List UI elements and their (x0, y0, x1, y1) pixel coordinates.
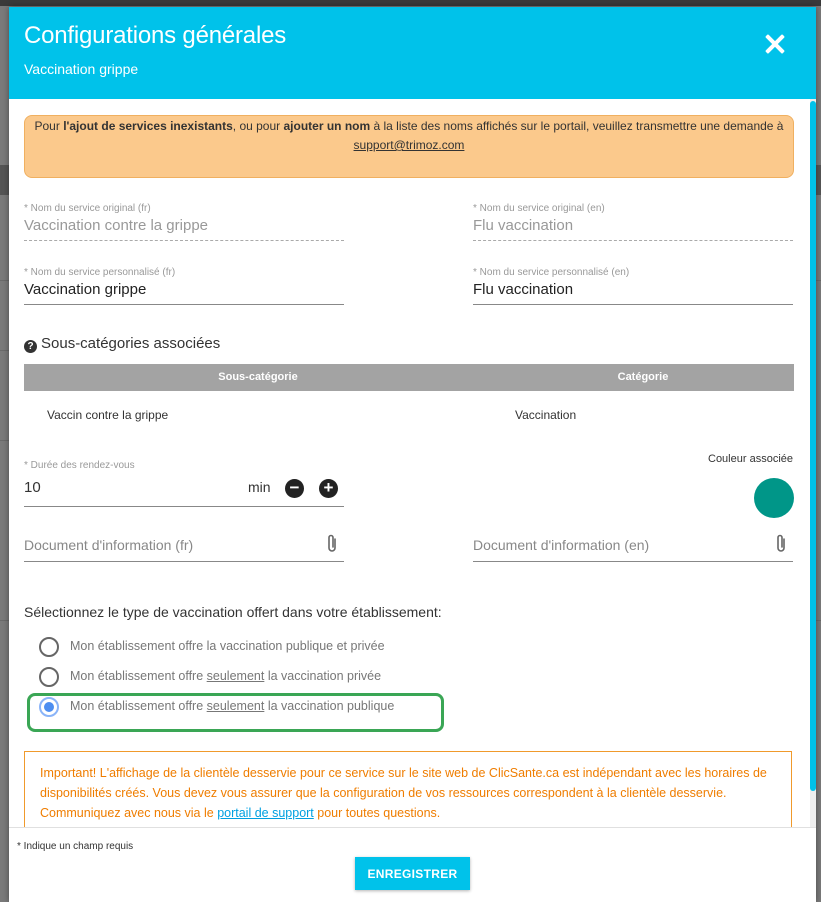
vaccination-type-title: Sélectionnez le type de vaccination offert dans votre établissement: (24, 604, 442, 620)
duration-unit: min (248, 479, 271, 495)
notice-text: à la liste des noms affichés sur le portail, veuillez transmettre une demande à (370, 119, 784, 133)
document-fr-field[interactable] (24, 531, 344, 562)
notice-bold-text: l'ajout de services inexistants (63, 119, 233, 133)
field-underline (473, 240, 793, 241)
duration-label: * Durée des rendez-vous (24, 460, 135, 471)
backdrop-divider (816, 620, 821, 621)
radio-button[interactable] (39, 637, 59, 657)
custom-name-en-field[interactable] (473, 267, 793, 305)
field-underline (24, 506, 344, 507)
notice-bold-text: ajouter un nom (283, 119, 371, 133)
custom-name-en-input[interactable]: Flu vaccination (473, 281, 574, 298)
support-portal-link[interactable]: portail de support (217, 806, 314, 820)
color-label: Couleur associée (708, 453, 793, 465)
document-en-placeholder: Document d'information (en) (473, 537, 650, 553)
important-warning (24, 751, 792, 827)
decrement-icon[interactable]: − (285, 479, 304, 498)
section-title-text: Sous-catégories associées (41, 335, 221, 352)
field-underline (24, 304, 344, 305)
increment-icon[interactable]: + (319, 479, 338, 498)
table-cell-subcategory: Vaccin contre la grippe (47, 408, 169, 422)
column-header-category: Catégorie (617, 371, 669, 383)
modal-scrollbar[interactable] (810, 99, 816, 827)
info-notice (24, 115, 794, 178)
modal-subtitle: Vaccination grippe (24, 61, 139, 77)
field-label: * Nom du service personnalisé (fr) (24, 267, 176, 278)
subcategories-table-header (24, 364, 794, 391)
notice-text: , ou pour (232, 119, 284, 133)
backdrop-divider (0, 350, 9, 351)
backdrop-divider (0, 440, 9, 441)
support-email-link[interactable]: support@trimoz.com (353, 138, 465, 152)
backdrop-divider (816, 280, 821, 281)
backdrop-strip-left (0, 165, 9, 195)
paperclip-icon[interactable] (772, 533, 790, 555)
custom-name-fr-input[interactable]: Vaccination grippe (24, 281, 147, 298)
paperclip-icon[interactable] (323, 533, 341, 555)
custom-name-fr-field[interactable] (24, 267, 344, 305)
modal-footer (9, 827, 816, 902)
field-value: Flu vaccination (473, 217, 574, 234)
field-underline (473, 304, 793, 305)
backdrop-divider (0, 620, 9, 621)
field-label: * Nom du service personnalisé (en) (473, 267, 630, 278)
subcategories-title (24, 335, 220, 353)
radio-label: Mon établissement offre la vaccination publique et privée (70, 639, 385, 653)
warning-text: pour toutes questions. (313, 806, 441, 820)
modal-title: Configurations générales (24, 22, 287, 49)
warning-text: Important! L'affichage de la clientèle desservie pour ce service sur le site web de ClicSante.ca est indépendant avec les horaires de disponibilités créés. Vous devez vous assurer que la configuration de vos ressources correspondent à la clientèle desservie. Communiquez avec nous via le (40, 766, 767, 820)
document-en-field[interactable] (473, 531, 793, 562)
field-label: * Nom du service original (en) (473, 203, 605, 214)
original-name-en-field (473, 203, 793, 241)
duration-field (24, 460, 344, 507)
radio-button[interactable] (39, 667, 59, 687)
field-underline (24, 240, 344, 241)
save-button[interactable]: ENREGISTRER (355, 857, 470, 890)
original-name-fr-field (24, 203, 344, 241)
modal-body (9, 99, 809, 827)
field-label: * Nom du service original (fr) (24, 203, 151, 214)
question-circle-icon[interactable]: ? (24, 340, 37, 353)
backdrop-divider (0, 280, 9, 281)
duration-input[interactable]: 10 (24, 479, 41, 496)
table-cell-category: Vaccination (515, 408, 577, 422)
modal-header (9, 7, 816, 99)
close-icon[interactable] (764, 33, 786, 55)
field-value: Vaccination contre la grippe (24, 217, 208, 234)
scrollbar-thumb[interactable] (810, 101, 816, 791)
required-note: * Indique un champ requis (17, 841, 134, 852)
color-picker-swatch[interactable] (754, 478, 794, 518)
radio-button-checked[interactable] (39, 697, 59, 717)
document-fr-placeholder: Document d'information (fr) (24, 537, 194, 553)
column-header-subcategory: Sous-catégorie (218, 371, 298, 383)
radio-label: Mon établissement offre seulement la vaccination privée (70, 669, 382, 683)
backdrop-topbar (0, 0, 821, 6)
general-config-modal (9, 7, 816, 902)
radio-label: Mon établissement offre seulement la vaccination publique (70, 699, 395, 713)
notice-text: Pour (34, 119, 64, 133)
